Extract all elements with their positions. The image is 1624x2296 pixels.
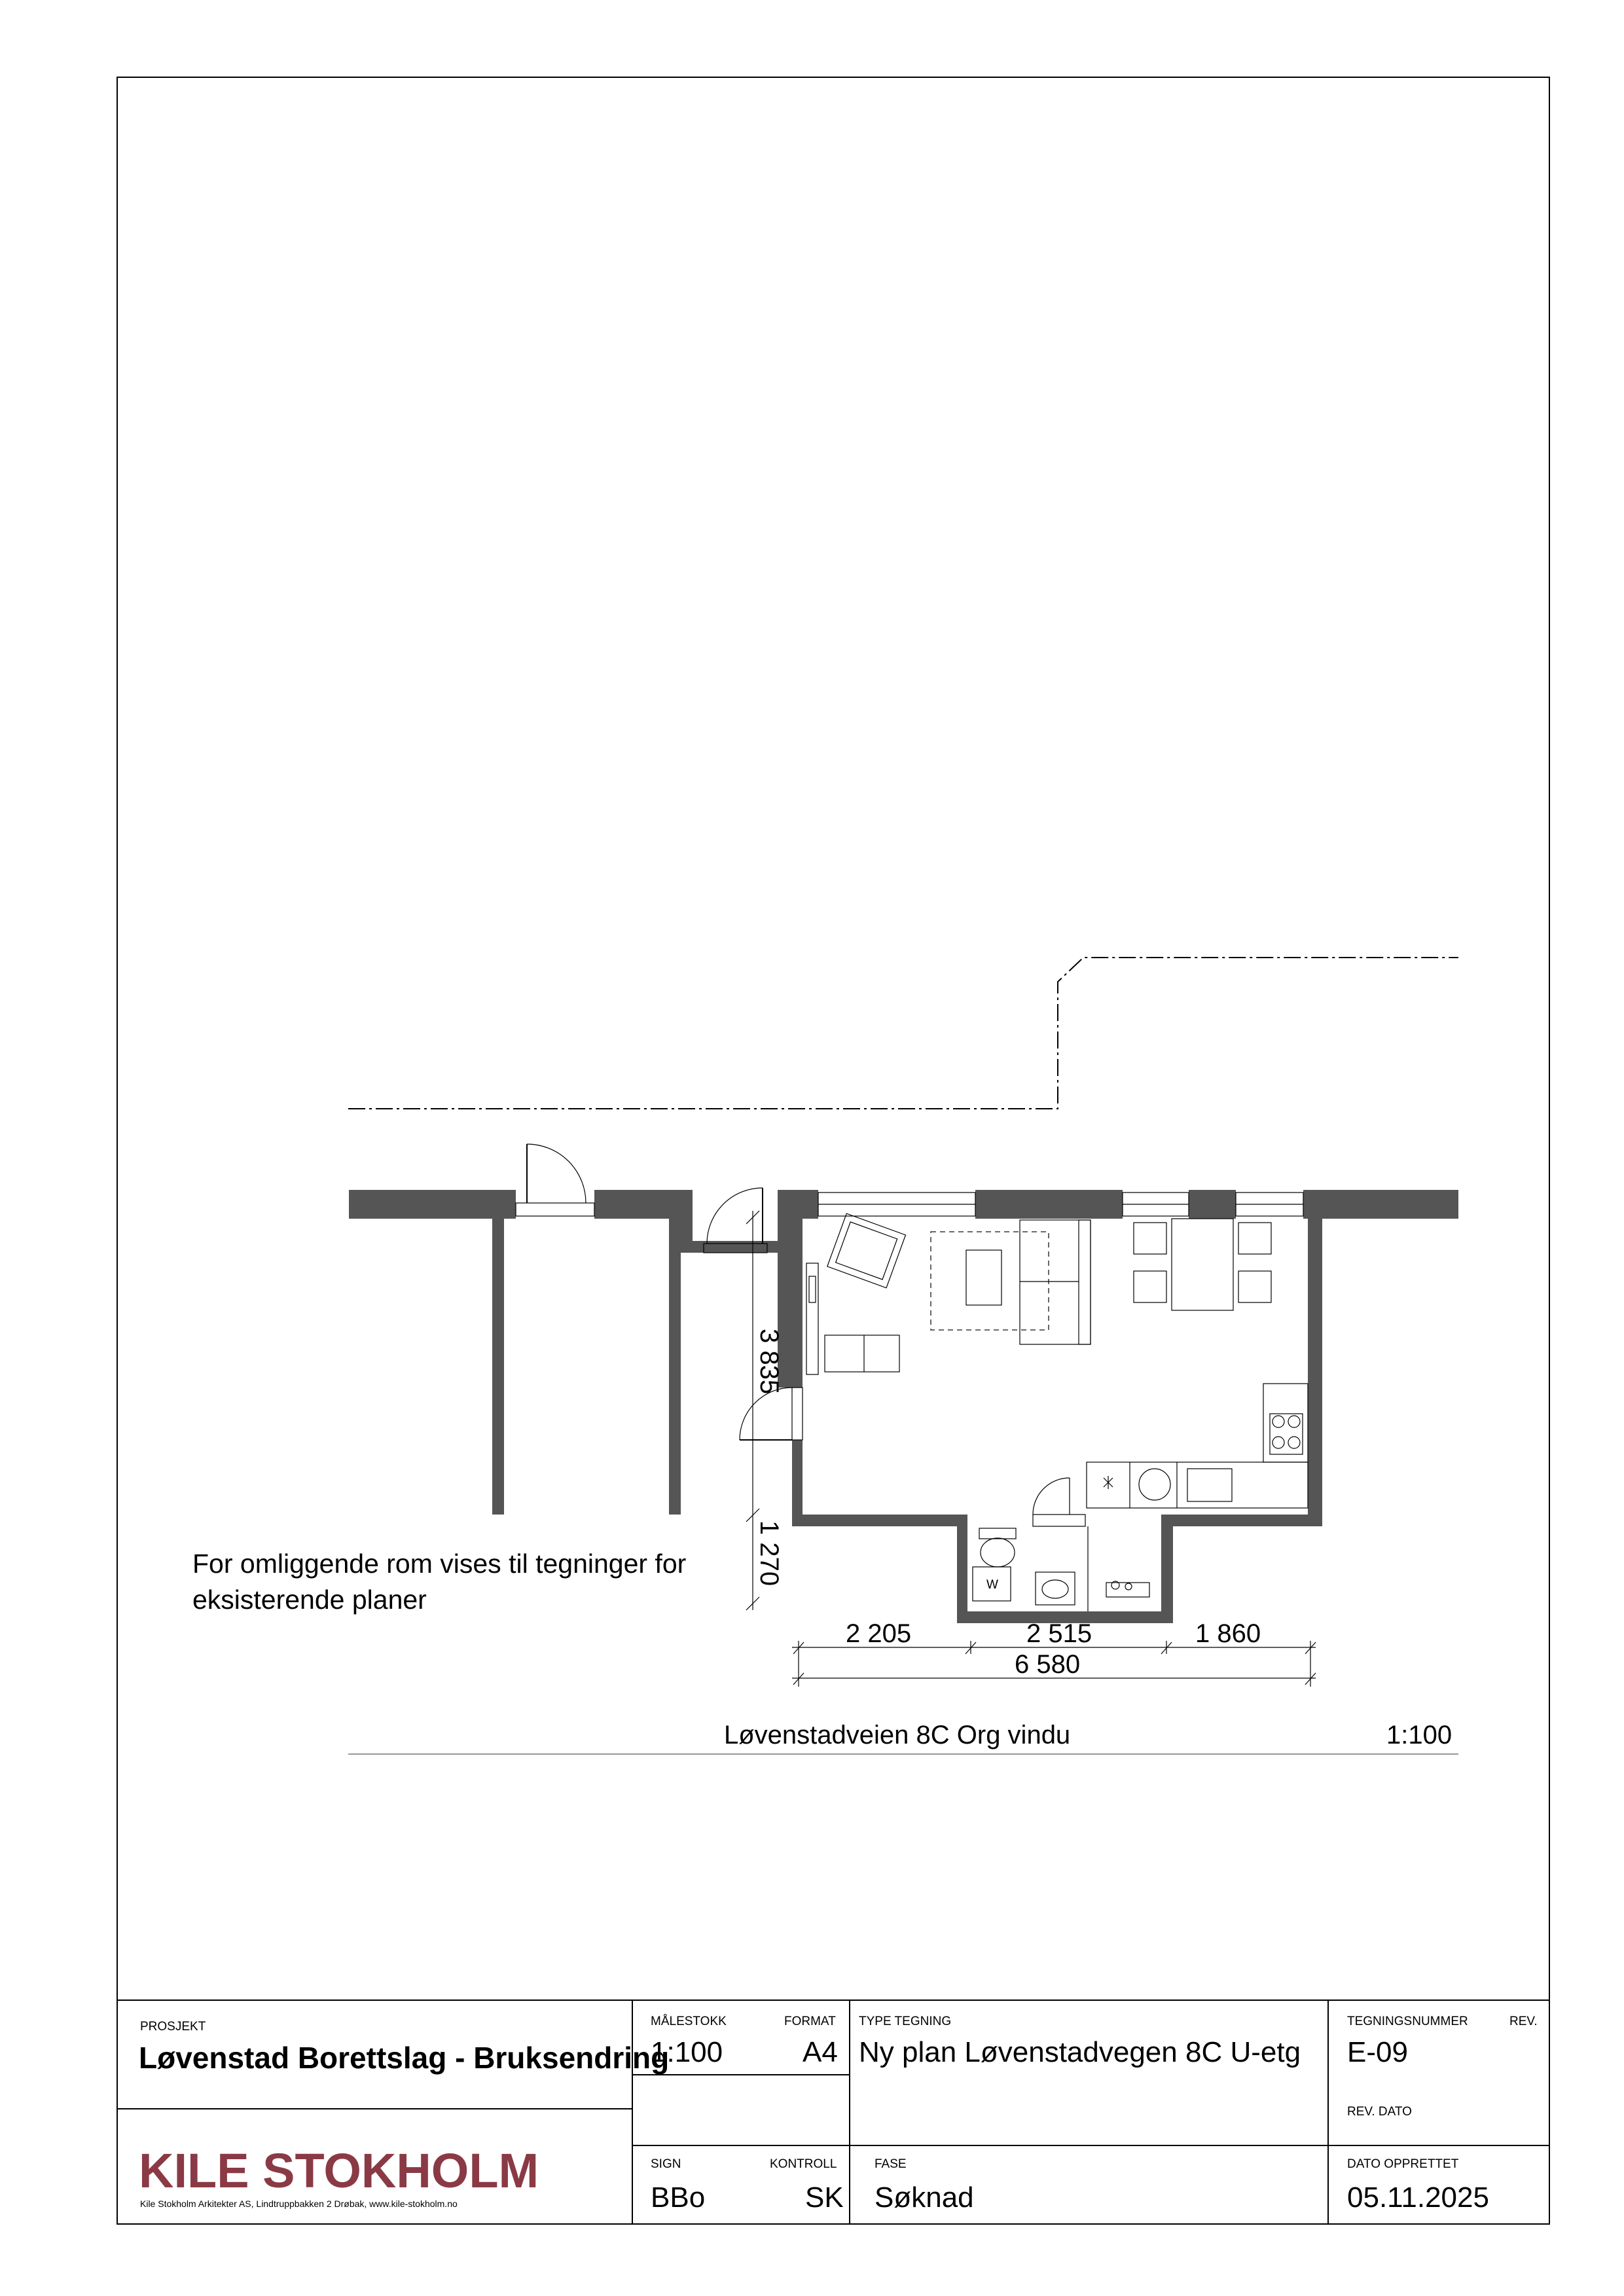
project-name: Løvenstad Borettslag - Bruksendring — [139, 2041, 670, 2075]
property-line — [348, 958, 1458, 1109]
type-label: TYPE TEGNING — [859, 2015, 952, 2028]
storage-shelf — [1106, 1581, 1149, 1597]
wall-vertical-2 — [669, 1219, 681, 1515]
dim-vertical-2: 1 270 — [755, 1520, 784, 1587]
plan-note-line-1: For omliggende rom vises til tegninger for — [192, 1549, 687, 1579]
washer-mark: W — [986, 1578, 998, 1592]
sheet-border — [117, 77, 1549, 2224]
armchair — [827, 1213, 906, 1288]
door-top-left — [516, 1144, 594, 1216]
desk-shelf — [806, 1263, 899, 1374]
bathroom-door-frame — [1033, 1515, 1085, 1526]
scale-value: 1:100 — [651, 2036, 723, 2068]
bathroom-door-swing — [1033, 1478, 1070, 1515]
window-top-3 — [1236, 1193, 1303, 1216]
scale-label: MÅLESTOKK — [651, 2015, 727, 2028]
wall-corridor-step — [693, 1241, 778, 1253]
wall-top-left — [349, 1190, 516, 1219]
rev-label: REV. — [1509, 2015, 1538, 2028]
sign-label: SIGN — [651, 2157, 681, 2171]
sink — [1036, 1572, 1075, 1605]
door-side-left — [740, 1388, 803, 1440]
toilet — [979, 1528, 1016, 1567]
dim-seg-1: 2 205 — [846, 1619, 912, 1648]
bathroom-wall-left — [957, 1515, 967, 1623]
coffee-table — [966, 1250, 1001, 1305]
dim-seg-3: 1 860 — [1195, 1619, 1261, 1648]
check-value: SK — [805, 2181, 844, 2214]
kitchen-counter — [1087, 1384, 1308, 1508]
wall-top-right — [1303, 1190, 1458, 1219]
wall-top-mid — [594, 1190, 693, 1219]
dim-vertical-1: 3 835 — [755, 1329, 784, 1395]
wall-vertical-1 — [492, 1219, 504, 1515]
drawing-number-label: TEGNINGSNUMMER — [1347, 2015, 1468, 2028]
window-top-1 — [818, 1193, 975, 1216]
plan-note-line-2: eksisterende planer — [192, 1585, 427, 1615]
dim-seg-2: 2 515 — [1026, 1619, 1092, 1648]
phase-label: FASE — [875, 2157, 907, 2171]
type-value: Ny plan Løvenstadvegen 8C U-etg — [859, 2036, 1301, 2068]
check-label: KONTROLL — [770, 2157, 837, 2171]
wall-stub — [681, 1219, 693, 1253]
bathroom-wall-right — [1161, 1515, 1173, 1623]
wall-top-main-2 — [975, 1190, 1123, 1219]
dining-table — [1134, 1219, 1271, 1310]
view-scale: 1:100 — [1386, 1721, 1453, 1749]
company-info: Kile Stokholm Arkitekter AS, Lindtruppbakken 2 Drøbak, www.kile-stokholm.no — [140, 2198, 458, 2209]
created-date-value: 05.11.2025 — [1347, 2181, 1489, 2214]
sofa — [1020, 1220, 1091, 1344]
main-wall-bottom-right — [1169, 1515, 1322, 1526]
window-top-2 — [1123, 1193, 1189, 1216]
main-wall-left-lower — [792, 1440, 803, 1517]
wall-top-main-3 — [1189, 1190, 1236, 1219]
main-wall-bottom-left — [792, 1515, 967, 1526]
dim-total: 6 580 — [1015, 1650, 1081, 1679]
phase-value: Søknad — [875, 2181, 974, 2214]
main-wall-right — [1308, 1219, 1322, 1526]
view-title: Løvenstadveien 8C Org vindu — [724, 1721, 1071, 1749]
format-value: A4 — [803, 2036, 838, 2068]
project-label: PROSJEKT — [140, 2020, 206, 2034]
rug — [931, 1232, 1049, 1330]
created-date-label: DATO OPPRETTET — [1347, 2157, 1459, 2171]
format-label: FORMAT — [784, 2015, 836, 2028]
title-block — [117, 2000, 1549, 2224]
drawing-number-value: E-09 — [1347, 2036, 1408, 2068]
washer — [973, 1567, 1011, 1601]
floor-plan — [192, 958, 1458, 1754]
company-logo: KILE STOKHOLM — [139, 2144, 539, 2198]
sign-value: BBo — [651, 2181, 706, 2214]
rev-date-label: REV. DATO — [1347, 2105, 1412, 2119]
